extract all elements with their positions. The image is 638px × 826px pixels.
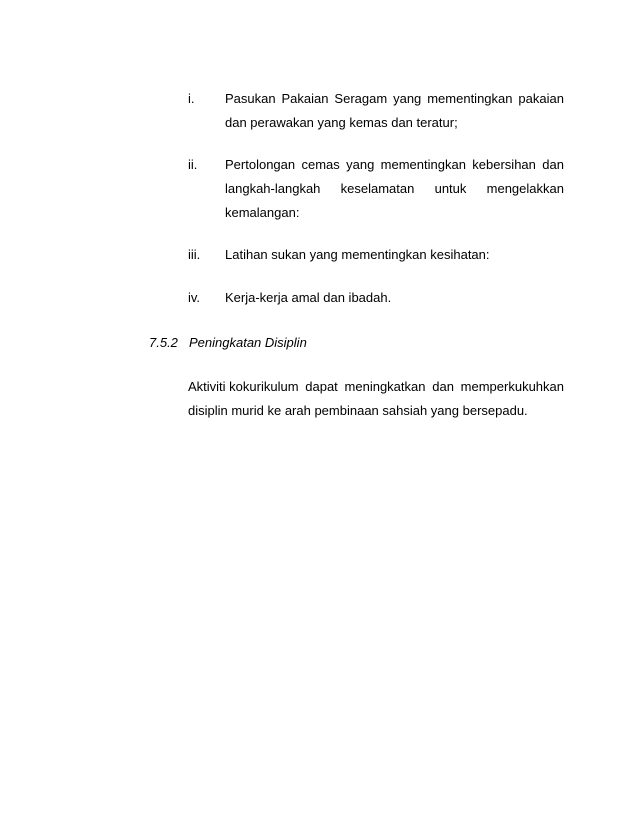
text-line: dan perawakan yang kemas dan teratur;	[225, 115, 458, 130]
list-item-number: iv.	[188, 290, 201, 305]
word: dapat	[305, 379, 338, 394]
word: untuk	[434, 181, 467, 196]
list-item-number: i.	[188, 91, 195, 106]
word: dan	[432, 379, 454, 394]
list-item-text	[225, 243, 564, 267]
word: kebersihan	[472, 157, 536, 172]
word: dan	[542, 157, 564, 172]
text-line	[225, 177, 564, 201]
text-line: kemalangan:	[225, 205, 300, 220]
text-line	[225, 153, 564, 177]
word: langkah-langkah	[225, 181, 321, 196]
text-line	[188, 375, 564, 399]
section-number: 7.5.2	[149, 335, 178, 350]
section-title: Peningkatan Disiplin	[189, 335, 307, 350]
word: mengelakkan	[486, 181, 564, 196]
list-item-text	[225, 286, 564, 310]
body-paragraph	[188, 375, 564, 423]
list-item-text	[225, 87, 564, 135]
list-item-text	[225, 153, 564, 225]
text-line: Kerja-kerja amal dan ibadah.	[225, 290, 392, 305]
section-heading	[149, 331, 307, 355]
list-item-number: iii.	[188, 247, 201, 262]
word: yang	[346, 157, 375, 172]
word: mementingkan	[380, 157, 466, 172]
word: meningkatkan	[344, 379, 426, 394]
word: mementingkan	[427, 91, 513, 106]
word: cemas	[301, 157, 340, 172]
text-line	[225, 87, 564, 111]
word: Aktiviti kokurikulum	[188, 379, 299, 394]
word: memperkukuhkan	[460, 379, 564, 394]
word: yang	[393, 91, 422, 106]
list-item-number: ii.	[188, 157, 198, 172]
word: Pakaian	[281, 91, 329, 106]
word: Pasukan	[225, 91, 276, 106]
text-line: Latihan sukan yang mementingkan kesihatan:	[225, 247, 490, 262]
word: keselamatan	[340, 181, 415, 196]
word: Pertolongan	[225, 157, 296, 172]
text-line: disiplin murid ke arah pembinaan sahsiah yang bersepadu.	[188, 403, 528, 418]
word: pakaian	[518, 91, 564, 106]
word: Seragam	[334, 91, 388, 106]
